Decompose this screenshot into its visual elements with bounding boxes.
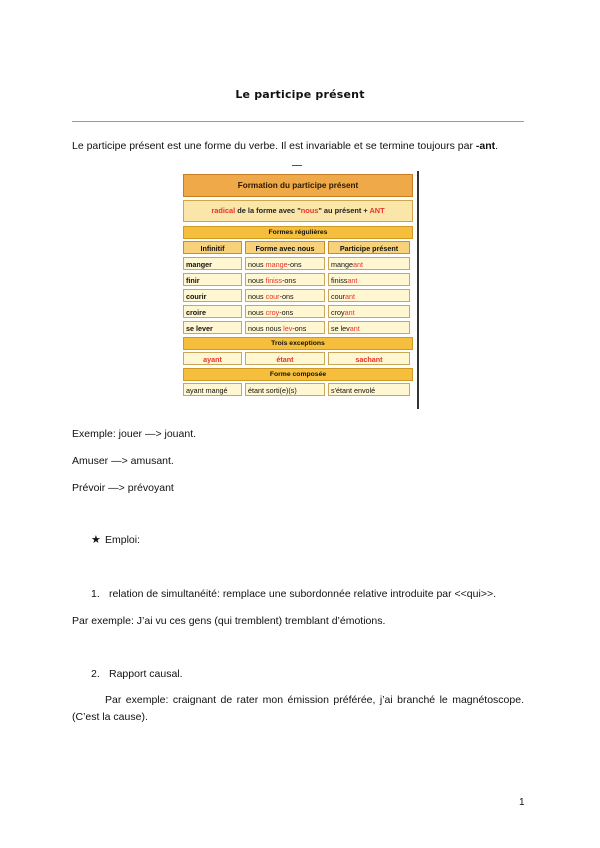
intro-paragraph xyxy=(72,140,498,153)
nous-form-cell xyxy=(245,273,325,286)
table-row xyxy=(183,305,413,318)
exception-cell: étant xyxy=(245,352,325,365)
participle-ending: ant xyxy=(347,276,358,285)
list-item xyxy=(91,588,496,601)
list-item xyxy=(91,668,183,681)
compound-row xyxy=(183,383,413,396)
section-exceptions: Trois exceptions xyxy=(183,337,413,350)
table-row xyxy=(183,257,413,270)
nous-form-cell xyxy=(245,321,325,334)
participle-ending: ant xyxy=(349,324,360,333)
rule-part-nous: nous xyxy=(300,206,319,215)
nous-post: -ons xyxy=(281,276,296,285)
list-text: relation de simultanéité: remplace une subordonnée relative introduite par <<qui>>. xyxy=(109,588,496,600)
emploi-label: Emploi: xyxy=(105,534,141,546)
participle-cell xyxy=(328,321,410,334)
example-prevoir: Prévoir —> prévoyant xyxy=(72,482,174,494)
rule-part-ant: ANT xyxy=(369,206,385,215)
compound-cell: étant sorti(e)(s) xyxy=(245,383,325,396)
section-regular: Formes régulières xyxy=(183,226,413,239)
example-amuser: Amuser —> amusant. xyxy=(72,455,174,467)
participle-stem: mange xyxy=(331,260,353,269)
intro-text: Le participe présent est une forme du verbe. Il est invariable et se termine toujours par xyxy=(72,140,476,152)
column-header-infinitif: Infinitif xyxy=(183,241,242,254)
compound-cell: ayant mangé xyxy=(183,383,242,396)
table-title: Formation du participe présent xyxy=(183,174,413,197)
table-row xyxy=(183,289,413,302)
exception-cell: sachant xyxy=(328,352,410,365)
list-text: Rapport causal. xyxy=(109,668,183,680)
formation-rule xyxy=(183,200,413,222)
intro-end: . xyxy=(495,140,499,152)
intro-suffix: -ant xyxy=(475,140,496,152)
nous-pre: nous nous xyxy=(248,324,284,333)
participle-cell xyxy=(328,289,410,302)
infinitive-cell: croire xyxy=(183,305,242,318)
participle-cell xyxy=(328,257,410,270)
nous-form-cell xyxy=(245,305,325,318)
nous-pre: nous xyxy=(248,308,266,317)
table-header-row xyxy=(183,241,413,254)
exceptions-row xyxy=(183,352,413,365)
formation-table-image xyxy=(180,165,419,409)
nous-stem: mange xyxy=(265,260,288,269)
participle-stem: cour xyxy=(331,292,345,301)
page-title: Le participe présent xyxy=(235,88,365,101)
page-number: 1 xyxy=(519,797,525,808)
participle-stem: se lev xyxy=(331,324,350,333)
list-number: 1. xyxy=(91,588,100,600)
nous-pre: nous xyxy=(248,276,266,285)
star-icon: ★ xyxy=(91,534,101,546)
rule-part-2: de la forme avec " xyxy=(235,206,301,215)
nous-form-cell xyxy=(245,289,325,302)
infinitive-cell: courir xyxy=(183,289,242,302)
infinitive-cell: manger xyxy=(183,257,242,270)
image-border-right xyxy=(417,171,419,409)
list-number: 2. xyxy=(91,668,100,680)
participle-stem: croy xyxy=(331,308,345,317)
table-row xyxy=(183,273,413,286)
example-simultaneite: Par exemple: J’ai vu ces gens (qui tremblent) tremblant d’émotions. xyxy=(72,615,386,627)
nous-post: -ons xyxy=(292,324,307,333)
formation-table xyxy=(183,174,413,399)
image-border-top xyxy=(292,165,302,166)
rule-part-radical: radical xyxy=(211,206,236,215)
nous-form-cell xyxy=(245,257,325,270)
example-jouer: Exemple: jouer —> jouant. xyxy=(72,428,197,440)
infinitive-cell: se lever xyxy=(183,321,242,334)
participle-cell xyxy=(328,305,410,318)
section-compound: Forme composée xyxy=(183,368,413,381)
emploi-heading xyxy=(91,534,140,547)
table-row xyxy=(183,321,413,334)
rule-part-4: " au présent + xyxy=(318,206,370,215)
nous-post: -ons xyxy=(279,292,294,301)
participle-stem: finiss xyxy=(331,276,348,285)
compound-cell: s'étant envolé xyxy=(328,383,410,396)
nous-stem: cour xyxy=(265,292,280,301)
nous-post: -ons xyxy=(287,260,302,269)
participle-ending: ant xyxy=(352,260,363,269)
infinitive-cell: finir xyxy=(183,273,242,286)
nous-pre: nous xyxy=(248,260,266,269)
nous-stem: finiss xyxy=(265,276,282,285)
column-header-participe: Participe présent xyxy=(328,241,410,254)
nous-stem: croy xyxy=(265,308,280,317)
column-header-nous: Forme avec nous xyxy=(245,241,325,254)
exception-cell: ayant xyxy=(183,352,242,365)
title-divider xyxy=(72,121,524,122)
participle-ending: ant xyxy=(344,292,355,301)
nous-pre: nous xyxy=(248,292,266,301)
example-causal: Par exemple: craignant de rater mon émission préférée, j’ai branché le magnétoscope. (C’est la cause). xyxy=(72,694,524,723)
participle-ending: ant xyxy=(344,308,355,317)
nous-post: -ons xyxy=(279,308,294,317)
participle-cell xyxy=(328,273,410,286)
nous-stem: lev xyxy=(283,324,293,333)
